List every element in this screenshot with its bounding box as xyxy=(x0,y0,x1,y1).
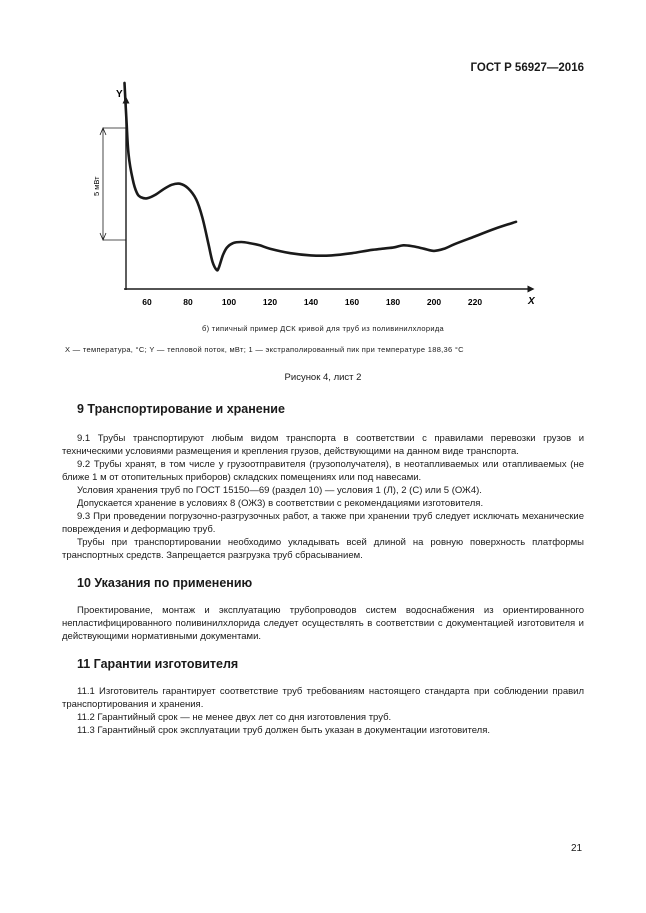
scale-bar-label: 5 мВт xyxy=(92,176,101,196)
x-tick-label: 140 xyxy=(303,297,319,307)
figure-title: Рисунок 4, лист 2 xyxy=(284,372,362,383)
x-tick-label: 120 xyxy=(262,297,278,307)
dsc-chart xyxy=(0,0,646,400)
paragraph-11-1: 11.1 Изготовитель гарантирует соответствие труб требованиям настоящего стандарта при соблюдении правил транспортирования и хранения. xyxy=(62,686,584,711)
document-header: ГОСТ Р 56927—2016 xyxy=(470,62,584,74)
paragraph-11-2: 11.2 Гарантийный срок — не менее двух лет со дня изготовления труб. xyxy=(77,712,392,723)
x-tick-label: 220 xyxy=(467,297,483,307)
x-axis-label: X xyxy=(528,296,535,307)
x-tick-label: 80 xyxy=(183,297,193,307)
section-10-heading: 10 Указания по применению xyxy=(77,576,253,590)
paragraph-9-1: 9.1 Трубы транспортируют любым видом транспорта в соответствии с правилами перевозки грузов и техническими условиями размещения и крепления грузов, действующими на данном виде транспорта. xyxy=(62,433,584,458)
section-11-heading: 11 Гарантии изготовителя xyxy=(77,657,239,671)
x-tick-label: 200 xyxy=(426,297,442,307)
paragraph-11-3: 11.3 Гарантийный срок эксплуатации труб должен быть указан в документации изготовителя. xyxy=(77,725,491,736)
x-tick-label: 60 xyxy=(142,297,152,307)
dsc-curve-line xyxy=(125,83,517,270)
page-number: 21 xyxy=(571,843,583,854)
section-9-heading: 9 Транспортирование и хранение xyxy=(77,402,285,416)
x-ticks xyxy=(142,297,482,307)
paragraph-9-2: 9.2 Трубы хранят, в том числе у грузоотправителя (грузополучателя), в неотапливаемых или отапливаемых (не ближе 1 м от отопительных приборов) складских помещениях или под навесами. xyxy=(62,459,584,484)
figure-subcaption: б) типичный пример ДСК кривой для труб из поливинилхлорида xyxy=(202,324,444,333)
x-tick-label: 180 xyxy=(385,297,401,307)
paragraph-storage-conditions: Условия хранения труб по ГОСТ 15150—69 (раздел 10) — условия 1 (Л), 2 (С) или 5 (ОЖ4). xyxy=(77,485,482,496)
paragraph-transport-laying: Трубы при транспортировании необходимо укладывать всей длиной на ровную поверхность платформы транспортных средств. Запрещается разгрузка труб сбрасыванием. xyxy=(62,537,584,562)
x-tick-label: 100 xyxy=(221,297,237,307)
scale-bar xyxy=(92,128,126,240)
x-tick-label: 160 xyxy=(344,297,360,307)
paragraph-storage-allowed: Допускается хранение в условиях 8 (ОЖ3) в соответствии с рекомендациями изготовителя. xyxy=(77,498,484,509)
y-axis-label: Y xyxy=(116,89,123,100)
paragraph-9-3: 9.3 При проведении погрузочно-разгрузочных работ, а также при хранении труб следует исключать механические повреждения и деформацию труб. xyxy=(62,511,584,536)
paragraph-10: Проектирование, монтаж и эксплуатацию трубопроводов систем водоснабжения из ориентированного непластифицированного поливинилхлорида следует осуществлять в соответствии с документацией изготовителя и действующими нормативными документами. xyxy=(62,605,584,643)
figure-legend: X — температура, °С; Y — тепловой поток, мВт; 1 — экстраполированный пик при температуре 188,36 °С xyxy=(65,345,464,354)
